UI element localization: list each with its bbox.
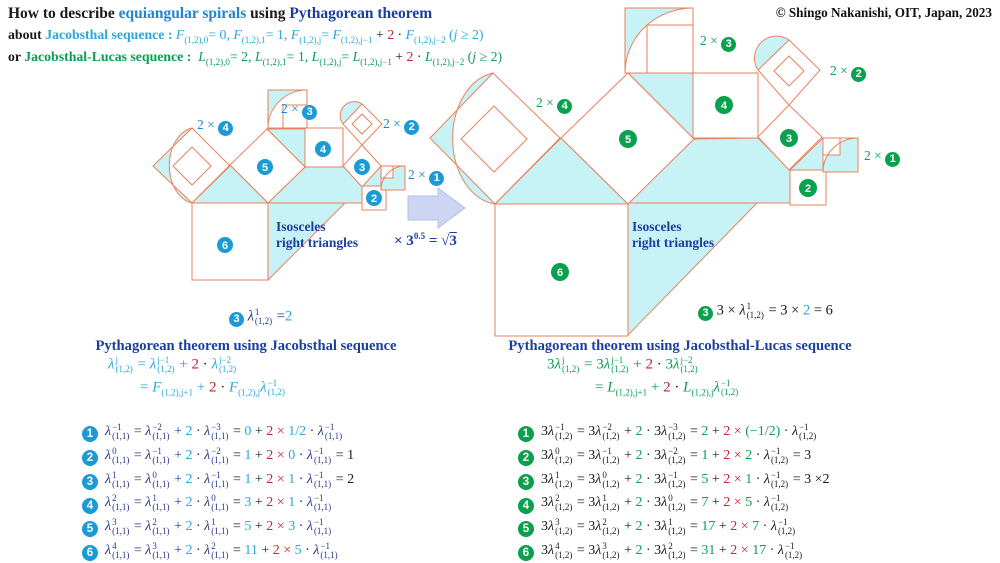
inner-diamond-2x4 [173, 147, 211, 185]
label-2x4-right: 2 × 4 [536, 95, 572, 114]
caption-isosceles-left: Isosceles right triangles [276, 219, 359, 250]
lambda-value-right: 3 3 × λ 1 (1,2) = 3 × 2 = 6 [698, 302, 833, 321]
equation-list-jacobsthal-lucas [518, 423, 938, 563]
svg-text:5: 5 [624, 134, 632, 146]
equation-row-2: 2 3λ 0 (1,2) = 3λ −1 (1,2) + 2 · 3λ −2 (1,2) = 1 + 2 × 2 · λ −1 (1,2) = 3 [518, 447, 811, 471]
svg-text:2: 2 [804, 183, 812, 195]
svg-text:3: 3 [358, 162, 366, 174]
equation-list-jacobsthal [82, 423, 482, 563]
equation-row-6: 6 3λ 4 (1,2) = 3λ 3 (1,2) + 2 · 3λ 2 (1,2) = 31 + 2 × 17 · λ −1 (1,2) [518, 542, 803, 563]
badge-3 [780, 129, 798, 147]
equation-row-4: 4 3λ 2 (1,2) = 3λ 1 (1,2) + 2 · 3λ 0 (1,2) = 7 + 2 × 5 · λ −1 (1,2) [518, 494, 789, 518]
badge-6 [551, 263, 569, 281]
equation-row-5: 5 3λ 3 (1,2) = 3λ 2 (1,2) + 2 · 3λ 1 (1,2) = 17 + 2 × 7 · λ −1 (1,2) [518, 518, 796, 542]
equation-row-3: 3 λ 1 (1,1) = λ 0 (1,1) + 2 · λ −1 (1,1) = 1 + 2 × 1 · λ −1 (1,1) = 2 [82, 471, 354, 495]
copyright-notice: © Shingo Nakanishi, OIT, Japan, 2023 [775, 5, 992, 20]
equation-row-4: 4 λ 2 (1,1) = λ 1 (1,1) + 2 · λ 0 (1,1) = 3 + 2 × 1 · λ −1 (1,1) [82, 494, 332, 518]
label-2x3-left: 2 × 3 [281, 101, 317, 120]
spiral-diagram-jacobsthal-lucas [425, 5, 870, 340]
svg-text:4: 4 [720, 100, 728, 112]
recurrence-left-1: λ j (1,2) = λ j−1 (1,2) + 2 · λ j−2 (1,2) [108, 355, 237, 374]
badge-5 [257, 159, 273, 175]
label-2x1-right: 2 × 1 [864, 148, 900, 167]
badge-5 [619, 130, 637, 148]
label-2x1-left: 2 × 1 [408, 167, 444, 186]
equation-row-1: 1 3λ −1 (1,2) = 3λ −2 (1,2) + 2 · 3λ −3 (1,2) = 2 + 2 × (−1/2) · λ −1 (1,2) [518, 423, 817, 447]
heading-jacobsthal: Pythagorean theorem using Jacobsthal sequence [95, 338, 397, 354]
inner-diamond-2x4 [461, 106, 527, 172]
equation-row-3: 3 3λ 1 (1,2) = 3λ 0 (1,2) + 2 · 3λ −1 (1,2) = 5 + 2 × 1 · λ −1 (1,2) = 3 ×2 [518, 471, 829, 495]
figure-title: How to describe equiangular spirals using Pythagorean theorem [8, 5, 433, 22]
label-2x4-left: 2 × 4 [197, 117, 233, 136]
svg-text:3: 3 [785, 133, 793, 145]
label-2x3-right: 2 × 3 [700, 33, 736, 52]
jacobsthal-lucas-definition: or Jacobsthal-Lucas sequence : $L_{(1,2),0}= 2$, $L_{(1,2),1}= 1$, $L_{(1,2),j}= L_{(1,2),j-1} + 2 \cdot L_{(1,2),j-2}$ (j ≥ 2) [8, 49, 503, 67]
label-2x2-left: 2 × 2 [383, 116, 419, 135]
label-2x2-right: 2 × 2 [830, 63, 866, 82]
svg-text:6: 6 [556, 267, 564, 279]
badge-3 [354, 159, 370, 175]
inner-square-2x3 [647, 25, 693, 73]
equation-row-5: 5 λ 3 (1,1) = λ 2 (1,1) + 2 · λ 1 (1,1) = 5 + 2 × 3 · λ −1 (1,1) [82, 518, 332, 542]
recurrence-left-2: = $F_{(1,2),j+1} + 2 \cdot F_{(1,2),j}\lambda$ −1 (1,2) [140, 378, 285, 398]
badge-2 [366, 190, 382, 206]
recurrence-right-1: 3λ j (1,2) = 3λ j−1 (1,2) + 2 · 3λ j−2 (1,2) [547, 355, 698, 374]
inner-square-2x1 [381, 166, 393, 178]
svg-text:5: 5 [261, 162, 269, 174]
svg-text:2: 2 [370, 193, 378, 205]
jacobsthal-sequence-definition: about Jacobsthal sequence : $F_{(1,2),0}= 0$, $F_{(1,2),1}= 1$, $F_{(1,2),j}= F_{(1,2),j-1} + 2 \cdot F_{(1,2),j-2}$ (j ≥ 2) [8, 27, 484, 45]
svg-text:6: 6 [221, 240, 229, 252]
badge-4 [715, 96, 733, 114]
badge-2 [799, 179, 817, 197]
badge-4 [315, 141, 331, 157]
equation-row-1: 1 λ −1 (1,1) = λ −2 (1,1) + 2 · λ −3 (1,1) = 0 + 2 × 1/2 · λ −1 (1,1) [82, 423, 343, 447]
inner-square-2x1 [823, 138, 840, 155]
badge-6 [217, 237, 233, 253]
inner-diamond-2x2 [774, 56, 804, 86]
caption-isosceles-right: Isosceles right triangles [632, 219, 715, 250]
recurrence-right-2: = $L_{(1,2),j+1} + 2 \cdot L_{(1,2),j}\lambda$ −1 (1,2) [595, 378, 739, 398]
lambda-value-left: 3 λ 1 (1,2) =2 [229, 308, 292, 327]
equation-row-2: 2 λ 0 (1,1) = λ −1 (1,1) + 2 · λ −2 (1,1) = 1 + 2 × 0 · λ −1 (1,1) = 1 [82, 447, 354, 471]
heading-jacobsthal-lucas: Pythagorean theorem using Jacobsthal-Lucas sequence [508, 338, 852, 354]
spiral-right-shapes [430, 8, 858, 336]
equation-row-6: 6 λ 4 (1,1) = λ 3 (1,1) + 2 · λ 2 (1,1) = 11 + 2 × 5 · λ −1 (1,1) [82, 542, 339, 563]
inner-diamond-2x2 [352, 114, 372, 134]
svg-text:4: 4 [319, 144, 327, 156]
spiral-left-shapes [153, 90, 405, 280]
scale-factor-note: × $3^{0.5} = √3$ [394, 231, 457, 249]
